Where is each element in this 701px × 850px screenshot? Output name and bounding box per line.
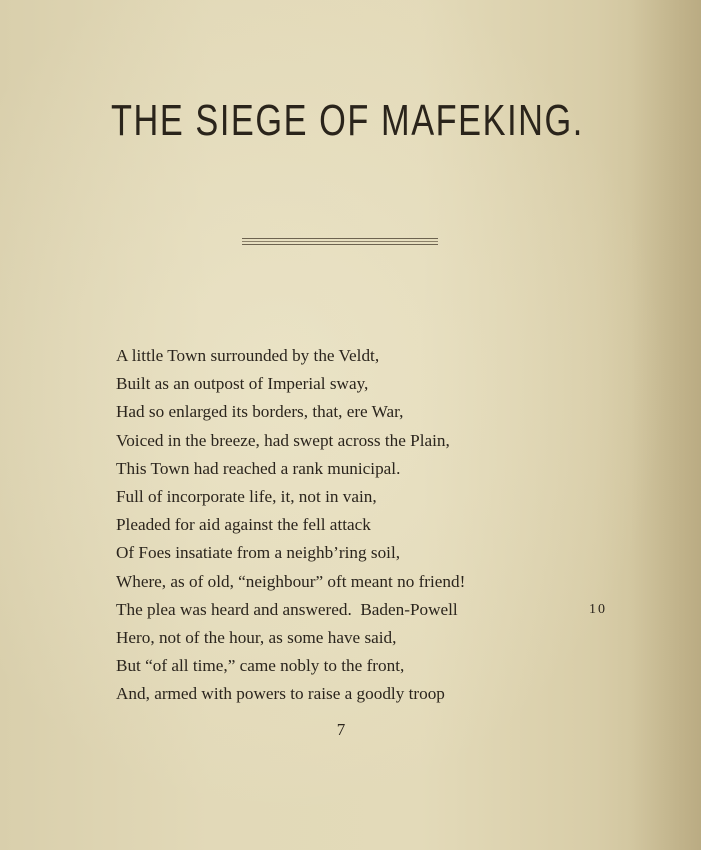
poem-line: Voiced in the breeze, had swept across the Plain, [116, 430, 450, 450]
line-number: 10 [589, 601, 607, 617]
poem-line-text: The plea was heard and answered. Baden-Powell [116, 599, 458, 619]
poem-line: But “of all time,” came nobly to the front, [116, 656, 405, 676]
poem-body [116, 342, 636, 708]
poem-line: Built as an outpost of Imperial sway, [116, 374, 369, 394]
poem-line: This Town had reached a rank municipal. [116, 458, 401, 478]
poem-line: Had so enlarged its borders, that, ere War, [116, 402, 404, 422]
poem-line: Where, as of old, “neighbour” oft meant no friend! [116, 571, 466, 591]
poem-line: A little Town surrounded by the Veldt, [116, 346, 380, 365]
poem-line: Full of incorporate life, it, not in vain, [116, 486, 377, 506]
title-divider [242, 238, 438, 245]
poem-line-with-number [116, 596, 636, 624]
poem-line: And, armed with powers to raise a goodly troop [116, 684, 445, 704]
page-number: 7 [336, 720, 346, 739]
page-title: THE SIEGE OF MAFEKING. [110, 96, 584, 145]
poem-line: Pleaded for aid against the fell attack [116, 515, 371, 535]
poem-line: Hero, not of the hour, as some have said, [116, 627, 397, 647]
poem-line: Of Foes insatiate from a neighb’ring soil, [116, 543, 401, 563]
